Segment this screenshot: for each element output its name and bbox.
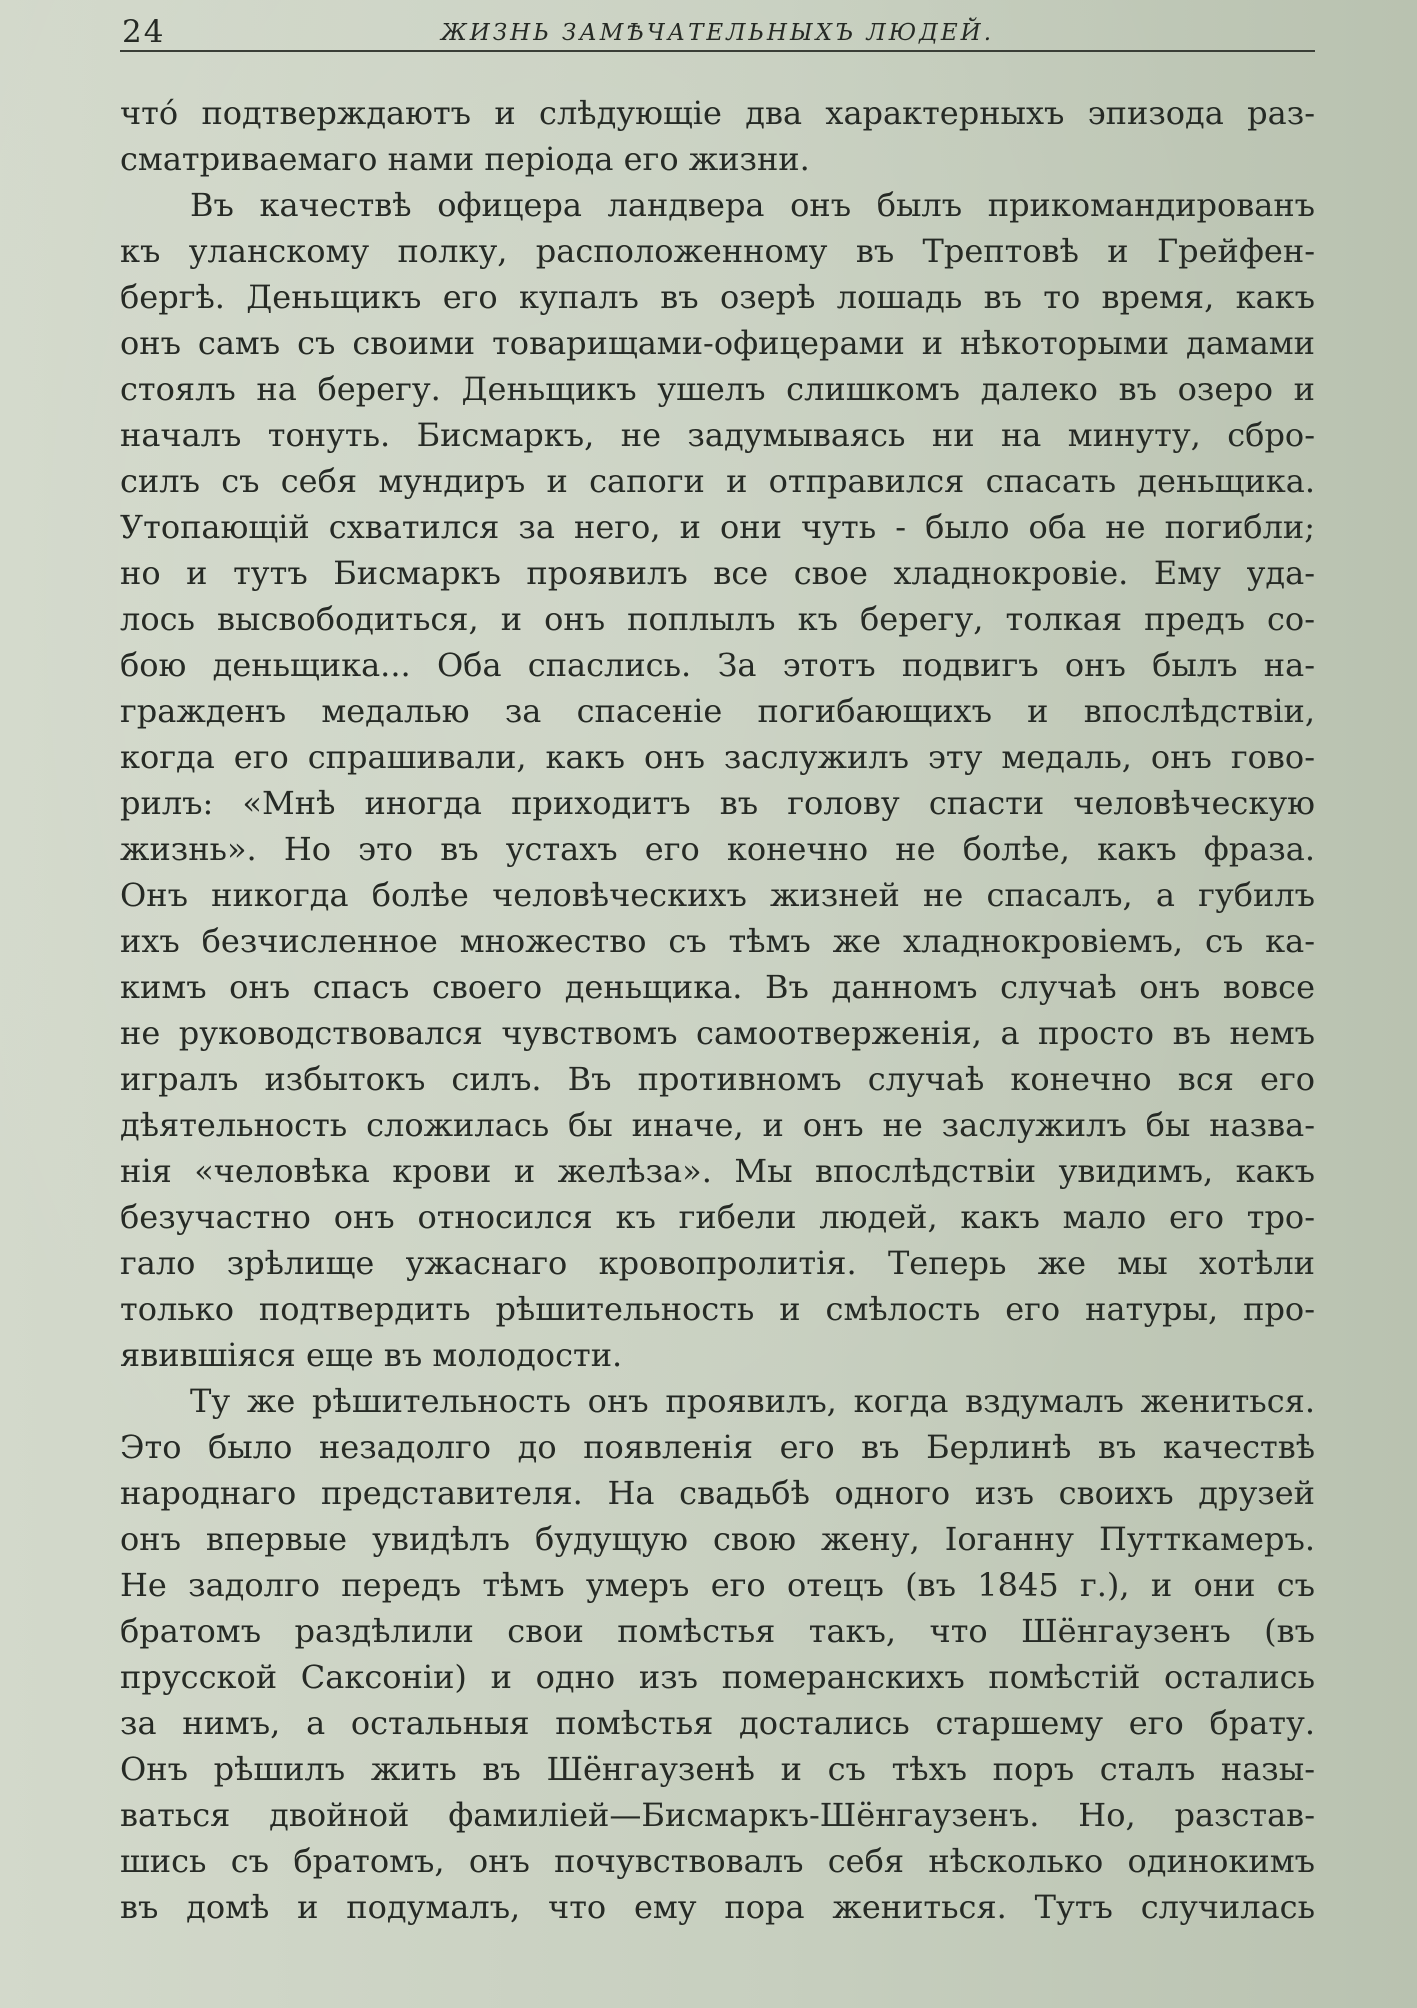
text-line: жизнь». Но это въ устахъ его конечно не болѣе, какъ фраза. — [120, 830, 1315, 868]
text-line: силъ съ себя мундиръ и сапоги и отправился спасать деньщика. — [120, 462, 1315, 500]
text-line: шись съ братомъ, онъ почувствовалъ себя нѣсколько одинокимъ — [120, 1842, 1315, 1880]
text-line: не руководствовался чувствомъ самоотверженія, а просто въ немъ — [120, 1014, 1315, 1052]
text-line: что́ подтверждаютъ и слѣдующіе два характерныхъ эпизода раз- — [120, 94, 1315, 132]
text-line: сматриваемаго нами періода его жизни. — [120, 140, 810, 178]
text-line: къ уланскому полку, расположенному въ Трептовѣ и Грейфен- — [120, 232, 1315, 270]
text-line: Утопающій схватился за него, и они чуть - было оба не погибли; — [120, 508, 1315, 546]
text-line: прусской Саксоніи) и одно изъ померанскихъ помѣстій остались — [120, 1658, 1315, 1696]
text-line: стоялъ на берегу. Деньщикъ ушелъ слишкомъ далеко въ озеро и — [120, 370, 1315, 408]
text-line: рилъ: «Мнѣ иногда приходитъ въ голову спасти человѣческую — [120, 784, 1315, 822]
text-line: бою деньщика... Оба спаслись. За этотъ подвигъ онъ былъ на- — [120, 646, 1315, 684]
text-line: Не задолго передъ тѣмъ умеръ его отецъ (въ 1845 г.), и они съ — [120, 1566, 1315, 1604]
text-line: бергѣ. Деньщикъ его купалъ въ озерѣ лошадь въ то время, какъ — [120, 278, 1315, 316]
text-line: Онъ никогда болѣе человѣческихъ жизней не спасалъ, а губилъ — [120, 876, 1315, 914]
text-line: за нимъ, а остальныя помѣстья достались старшему его брату. — [120, 1704, 1315, 1742]
text-line: ваться двойной фамиліей—Бисмаркъ-Шёнгаузенъ. Но, разстав- — [120, 1796, 1315, 1834]
text-line: Онъ рѣшилъ жить въ Шёнгаузенѣ и съ тѣхъ поръ сталъ назы- — [120, 1750, 1315, 1788]
text-line: началъ тонуть. Бисмаркъ, не задумываясь ни на минуту, сбро- — [120, 416, 1315, 454]
text-line: народнаго представителя. На свадьбѣ одного изъ своихъ друзей — [120, 1474, 1315, 1512]
text-line: дѣятельность сложилась бы иначе, и онъ не заслужилъ бы назва- — [120, 1106, 1315, 1144]
text-line: гражденъ медалью за спасеніе погибающихъ и впослѣдствіи, — [120, 692, 1315, 730]
text-line: онъ самъ съ своими товарищами-офицерами и нѣкоторыми дамами — [120, 324, 1315, 362]
text-line: нія «человѣка крови и желѣза». Мы впослѣдствіи увидимъ, какъ — [120, 1152, 1315, 1190]
text-line: явившіяся еще въ молодости. — [120, 1336, 623, 1374]
text-line: лось высвободиться, и онъ поплылъ къ берегу, толкая предъ со- — [120, 600, 1315, 638]
text-line: въ домѣ и подумалъ, что ему пора жениться. Тутъ случилась — [120, 1888, 1315, 1926]
header-rule — [120, 50, 1315, 52]
text-line: гало зрѣлище ужаснаго кровопролитія. Теперь же мы хотѣли — [120, 1244, 1315, 1282]
text-line: ихъ безчисленное множество съ тѣмъ же хладнокровіемъ, съ ка- — [120, 922, 1315, 960]
running-title: ЖИЗНЬ ЗАМѢЧАТЕЛЬНЫХЪ ЛЮДЕЙ. — [440, 20, 995, 46]
text-line: игралъ избытокъ силъ. Въ противномъ случаѣ конечно вся его — [120, 1060, 1315, 1098]
text-line: кимъ онъ спасъ своего деньщика. Въ данномъ случаѣ онъ вовсе — [120, 968, 1315, 1006]
text-line: когда его спрашивали, какъ онъ заслужилъ эту медаль, онъ гово- — [120, 738, 1315, 776]
text-line: Въ качествѣ офицера ландвера онъ былъ прикомандированъ — [190, 186, 1315, 224]
page-number: 24 — [122, 14, 166, 50]
text-line: братомъ раздѣлили свои помѣстья такъ, что Шёнгаузенъ (въ — [120, 1612, 1315, 1650]
text-line: но и тутъ Бисмаркъ проявилъ все свое хладнокровіе. Ему уда- — [120, 554, 1315, 592]
text-line: безучастно онъ относился къ гибели людей, какъ мало его тро- — [120, 1198, 1315, 1236]
text-line: только подтвердить рѣшительность и смѣлость его натуры, про- — [120, 1290, 1315, 1328]
text-line: онъ впервые увидѣлъ будущую свою жену, Іоганну Путткамеръ. — [120, 1520, 1315, 1558]
text-line: Это было незадолго до появленія его въ Берлинѣ въ качествѣ — [120, 1428, 1315, 1466]
text-line: Ту же рѣшительность онъ проявилъ, когда вздумалъ жениться. — [190, 1382, 1315, 1420]
